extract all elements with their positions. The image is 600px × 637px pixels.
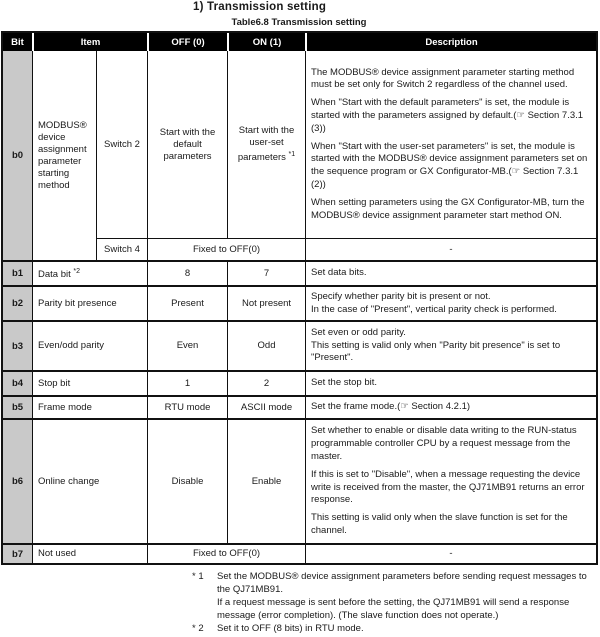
col-header-description: Description [305, 33, 596, 51]
on-cell: ASCII mode [227, 395, 305, 418]
desc-paragraph: Set even or odd parity. [311, 326, 406, 338]
on-cell [227, 51, 305, 238]
desc-paragraph: This setting is valid only when the slave function is set for the channel. [311, 512, 568, 536]
desc-cell [305, 418, 596, 543]
col-header-on: ON (1) [227, 33, 305, 51]
desc-cell [305, 370, 596, 395]
footnote-marker: * 1 [192, 571, 204, 582]
switch-cell: Switch 4 [96, 238, 147, 260]
item-cell: Not used [32, 543, 147, 563]
desc-paragraph: This setting is valid only when "Parity bit presence" is set to "Present". [311, 339, 561, 364]
desc-paragraph: If this is set to "Disable", when a message requesting the device write is received from the master, the QJ71MB91 returns an error response. [311, 468, 585, 506]
item-cell: Stop bit [32, 370, 147, 395]
item-cell: Parity bit presence [32, 285, 147, 320]
table-row-b4 [3, 370, 596, 395]
footnote-text [217, 622, 596, 635]
table-header-row [3, 33, 596, 51]
bit-cell: b7 [3, 543, 32, 563]
desc-paragraph: When "Start with the user-set parameters" is set, the module is started with the MODBUS® device assignment parameters set on the sequence program or GX Configurator-MB.(☞ Section 7.3.1 (2)) [311, 140, 588, 190]
table-row-b1 [3, 260, 596, 285]
table-row-b2 [3, 285, 596, 320]
on-cell: Odd [227, 320, 305, 370]
footnote-ref-1: *1 [288, 150, 296, 158]
desc-dash-cell: - [305, 238, 596, 260]
table-row-b6 [3, 418, 596, 543]
on-cell: Not present [227, 285, 305, 320]
item-label: Data bit [38, 269, 71, 281]
off-cell: 1 [147, 370, 227, 395]
desc-cell [305, 395, 596, 418]
desc-paragraph: Set whether to enable or disable data writing to the RUN-status programmable controller CPU by a request message from the master. [311, 425, 577, 462]
footnote-ref-2: *2 [73, 267, 81, 275]
off-cell: RTU mode [147, 395, 227, 418]
off-cell: Disable [147, 418, 227, 543]
footnote-marker: * 2 [192, 623, 204, 634]
table-caption: Table6.8 Transmission setting [231, 17, 367, 28]
on-cell: 7 [227, 260, 305, 285]
desc-cell [305, 51, 596, 238]
desc-paragraph: Set the frame mode.(☞ Section 4.2.1) [311, 401, 471, 413]
bit-cell: b6 [3, 418, 32, 543]
fixed-cell: Fixed to OFF(0) [147, 238, 305, 260]
item-cell: Online change [32, 418, 147, 543]
desc-paragraph: The MODBUS® device assignment parameter starting method must be set only for Switch 2 regardless of the channel used. [311, 66, 575, 91]
bit-cell: b4 [3, 370, 32, 395]
bit-cell: b5 [3, 395, 32, 418]
off-cell: Present [147, 285, 227, 320]
bit-cell: b3 [3, 320, 32, 370]
col-header-item: Item [32, 33, 147, 51]
table-row-b5 [3, 395, 596, 418]
desc-cell [305, 260, 596, 285]
bit-cell: b1 [3, 260, 32, 285]
item-cell [32, 260, 147, 285]
table-row-b3 [3, 320, 596, 370]
desc-dash-cell: - [305, 543, 596, 563]
off-cell: Even [147, 320, 227, 370]
item-cell: Even/odd parity [32, 320, 147, 370]
fixed-cell: Fixed to OFF(0) [147, 543, 305, 563]
desc-paragraph: Set data bits. [311, 267, 367, 279]
item-cell: Frame mode [32, 395, 147, 418]
desc-paragraph: In the case of "Present", vertical parity check is performed. [311, 303, 557, 315]
desc-cell [305, 285, 596, 320]
footnotes [192, 570, 596, 635]
desc-paragraph: Set the stop bit. [311, 377, 378, 389]
on-cell: 2 [227, 370, 305, 395]
desc-paragraph: When "Start with the default parameters" is set, the module is started with the parameters assigned by default.(☞ Section 7.3.1 (3)) [311, 97, 584, 134]
bit-cell: b0 [3, 51, 32, 260]
col-header-off: OFF (0) [147, 33, 227, 51]
footnote-line: Set the MODBUS® device assignment parameters before sending request messages to the QJ71MB91. [217, 571, 587, 595]
on-cell: Enable [227, 418, 305, 543]
table-row-b7 [3, 543, 596, 563]
bit-cell: b2 [3, 285, 32, 320]
switch-cell: Switch 2 [96, 51, 147, 238]
footnote-1 [192, 570, 596, 622]
on-value: Start with the user-set parameters [237, 124, 295, 164]
off-cell: Start with the default parameters [147, 51, 227, 238]
footnote-line: Set it to OFF (8 bits) in RTU mode. [217, 623, 364, 634]
footnote-2 [192, 622, 596, 635]
footnote-line: If a request message is sent before the setting, the QJ71MB91 will send a response message (error completion). (The slave function does not operate.) [217, 597, 570, 621]
desc-cell [305, 320, 596, 370]
transmission-setting-table [1, 31, 598, 565]
section-heading: 1) Transmission setting [193, 1, 327, 13]
desc-paragraph: When setting parameters using the GX Configurator-MB, turn the MODBUS® device assignment parameter start method ON. [311, 196, 585, 221]
desc-paragraph: Specify whether parity bit is present or not. [311, 290, 491, 302]
footnote-text [217, 570, 596, 622]
off-cell: 8 [147, 260, 227, 285]
item-cell: MODBUS® device assignment parameter starting method [32, 51, 96, 260]
table-row-b0-switch2 [3, 51, 596, 238]
col-header-bit: Bit [3, 33, 32, 51]
